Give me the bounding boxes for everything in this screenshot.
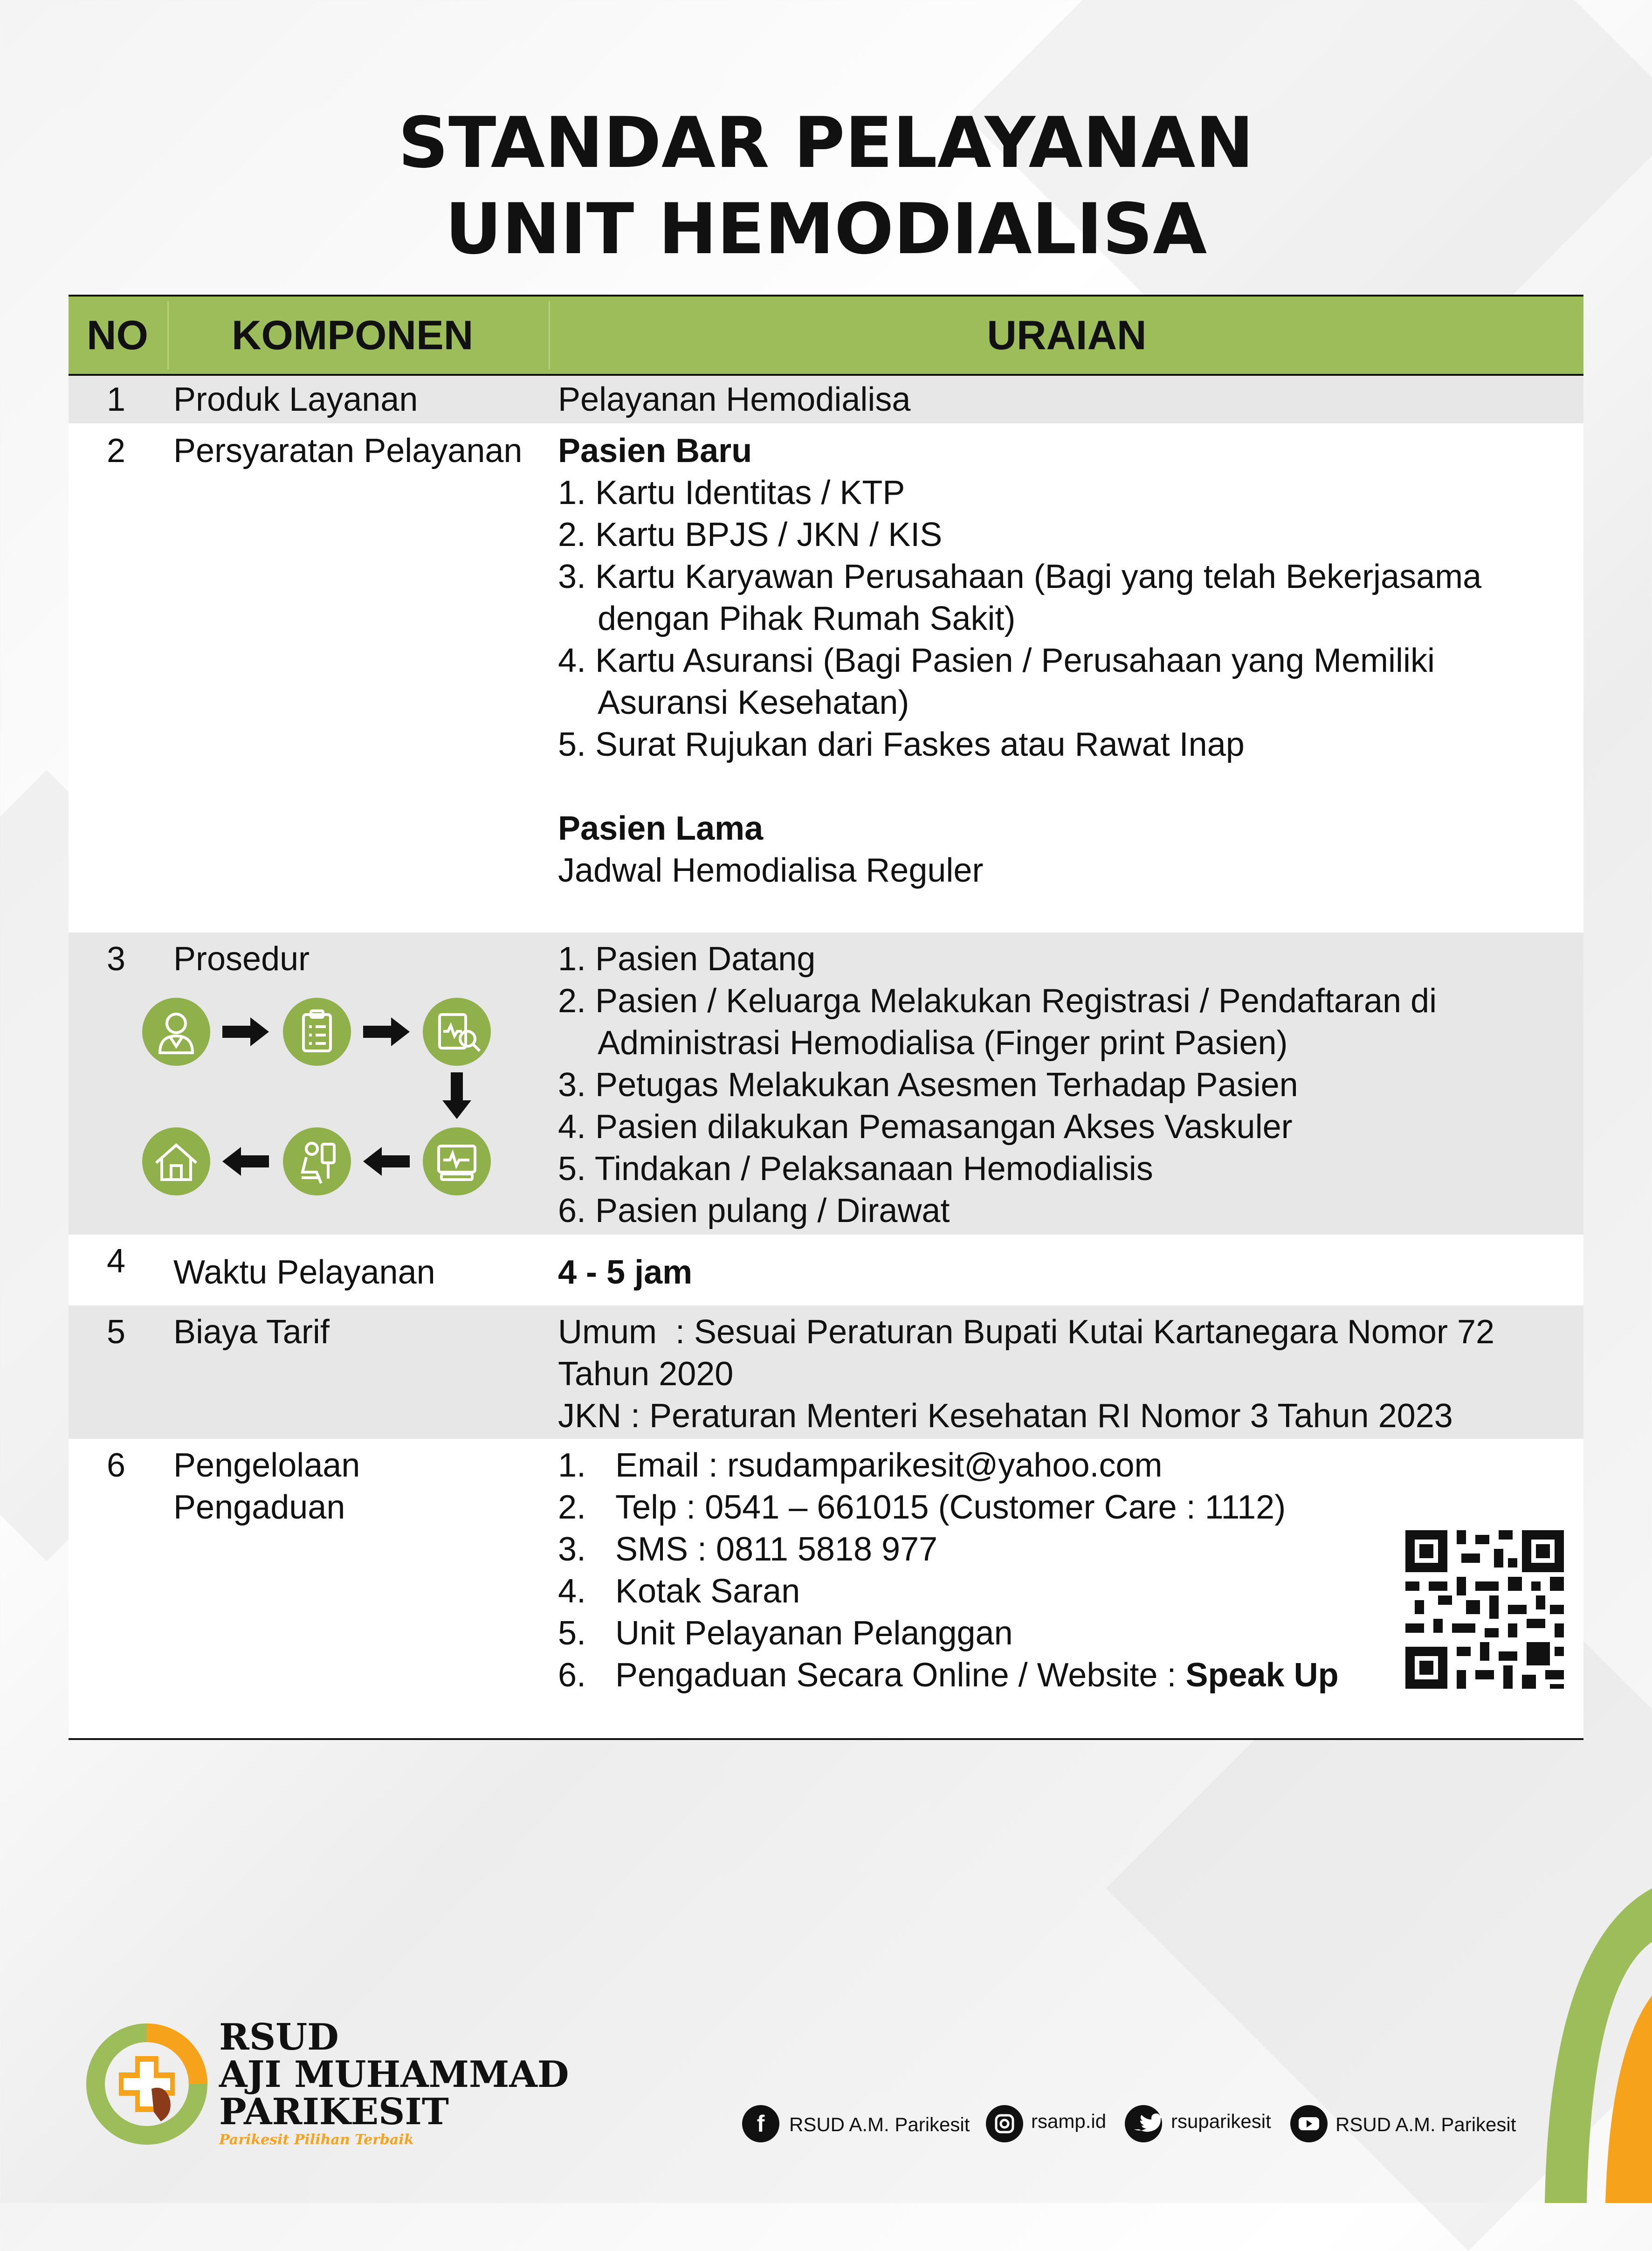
spacer [558,766,1481,808]
youtube-icon[interactable] [1290,2105,1328,2142]
qr-code[interactable] [1405,1530,1564,1689]
arrow-right-icon [222,1017,269,1046]
tarif-line: Tahun 2020 [558,1355,734,1393]
table-row: 2 Persyaratan Pelayanan Pasien Baru 1. Kartu Identitas / KTP 2. Kartu BPJS / JKN / KIS 3. Kartu Karyawan Perusahaan (Bagi yang telah Bekerjasama dengan Pihak Rumah Sakit) 4. Kartu Asuransi (Bagi Pasien / Perusahaan yang Memiliki Asuransi Kesehatan) 5. Surat Rujukan dari Faskes atau Rawat Inap Pasien Lama Jadwal Hemodialisa Reguler [69,423,1583,932]
clipboard-icon [283,998,351,1066]
list-item: 6. Pasien pulang / Dirawat [558,1192,950,1229]
kotak-saran-text: Kotak Saran [615,1573,800,1610]
arrow-left-icon [363,1147,410,1176]
tarif-line: Umum : Sesuai Peraturan Bupati Kutai Kartanegara Nomor 72 [558,1313,1495,1351]
uraian-cell [558,1311,1494,1437]
pasien-baru-heading: Pasien Baru [558,432,752,470]
hospital-logo [82,2016,569,2152]
arrow-right-icon [363,1017,410,1046]
patient-icon [142,998,210,1066]
treatment-icon [283,1127,351,1195]
item-number: 5. [558,1615,586,1652]
list-item-continuation: Asuransi Kesehatan) [598,684,909,721]
assessment-icon [423,998,491,1066]
table-row: 3 Prosedur 1. Pasien Datang 2. Pasien / Keluarga Melakukan Registrasi / Pendaftaran di Administrasi Hemodialisa (Finger print Pasien) 3. Petugas Melakukan Asesmen Terhadap Pasien 4. Pasien dilakukan Pemasangan Akses Vaskuler 5. Tindakan / Pelaksanaan Hemodialisis 6. Pasien pulang / Dirawat [69,932,1583,1235]
header-uraian: URAIAN [987,312,1147,358]
pasien-lama-text: Jadwal Hemodialisa Reguler [558,852,984,889]
speak-up-link[interactable]: Speak Up [1185,1657,1339,1694]
komponen-cell [173,1444,360,1528]
uraian-cell [558,430,1481,891]
sms-text: SMS : 0811 5818 977 [615,1531,938,1568]
uraian-cell: 4 - 5 jam [558,1254,693,1291]
item-number: 2. [558,1489,586,1526]
home-icon [142,1127,210,1195]
table-row: 5 Biaya Tarif Umum : Sesuai Peraturan Bupati Kutai Kartanegara Nomor 72 Tahun 2020 JKN : Peraturan Menteri Kesehatan RI Nomor 3 Tahun 2023 [69,1305,1583,1439]
facebook-handle[interactable]: RSUD A.M. Parikesit [789,2113,970,2135]
online-complaint-text: Pengaduan Secara Online / Website : [615,1657,1186,1694]
title-line-1: STANDAR PELAYANAN [398,103,1254,184]
list-item: 5. Surat Rujukan dari Faskes atau Rawat Inap [558,726,1245,763]
uraian-cell: Pelayanan Hemodialisa [558,381,911,418]
logo-text [219,2016,569,2149]
logo-tagline: Parikesit Pilihan Terbaik [219,2132,414,2148]
item-number: 6. [558,1657,586,1694]
table-row: 1 Produk Layanan Pelayanan Hemodialisa [69,376,1583,423]
contact-item [558,1444,1339,1486]
title-line-2: UNIT HEMODIALISA [445,189,1207,270]
table-header [69,297,1583,374]
contact-item [558,1612,1339,1654]
list-item: 4. Pasien dilakukan Pemasangan Akses Vaskuler [558,1108,1293,1146]
header-komponen: KOMPONEN [232,312,474,358]
list-item: 1. Pasien Datang [558,940,816,978]
header-no: NO [87,312,148,358]
table-row: 6 Pengelolaan Pengaduan 1. Email : rsudamparikesit@yahoo.com 2. Telp : 0541 – 661015 (Customer Care : 1112) 3. SMS : 0811 5818 977 4. Kotak Saran 5. Unit Pelayanan Pelanggan 6. Pengaduan Secara Online / Website : Speak Up [69,1439,1583,1738]
page-title [0,100,1652,273]
arrow-left-icon [222,1147,269,1176]
list-item-continuation: Administrasi Hemodialisa (Finger print Pasien) [598,1024,1288,1062]
uraian-cell [558,1444,1339,1696]
corner-decoration [1529,1888,1652,2203]
list-item: 3. Petugas Melakukan Asesmen Terhadap Pasien [558,1066,1298,1104]
twitter-handle[interactable]: rsuparikesit [1171,2110,1271,2132]
list-item: 4. Kartu Asuransi (Bagi Pasien / Perusahaan yang Memiliki [558,642,1435,679]
list-item: 3. Kartu Karyawan Perusahaan (Bagi yang telah Bekerjasama [558,558,1482,595]
tarif-line: JKN : Peraturan Menteri Kesehatan RI Nomor 3 Tahun 2023 [558,1397,1453,1435]
facebook-icon[interactable]: f [742,2105,779,2142]
item-number: 3. [558,1531,586,1568]
logo-emblem [82,2019,212,2149]
komponen-cell: Waktu Pelayanan [173,1254,435,1291]
contact-item [558,1570,1339,1612]
logo-line-3: PARIKESIT [219,2091,449,2133]
logo-line-1: RSUD [219,2016,339,2058]
list-item: 2. Pasien / Keluarga Melakukan Registrasi / Pendaftaran di [558,982,1437,1020]
instagram-handle[interactable]: rsamp.id [1031,2110,1107,2132]
pasien-lama-heading: Pasien Lama [558,810,764,847]
instagram-icon[interactable] [986,2105,1023,2142]
komponen-cell: Prosedur [173,940,310,978]
phone-text[interactable]: Telp : 0541 – 661015 (Customer Care : 1112) [615,1489,1286,1526]
list-item-continuation: dengan Pihak Rumah Sakit) [598,600,1016,637]
email-text[interactable]: Email : rsudamparikesit@yahoo.com [615,1447,1163,1484]
youtube-handle[interactable]: RSUD A.M. Parikesit [1335,2113,1516,2135]
list-item: 5. Tindakan / Pelaksanaan Hemodialisis [558,1150,1153,1188]
komponen-cell: Produk Layanan [173,381,418,418]
table-bottom-border [69,1738,1583,1740]
contact-item [558,1654,1339,1696]
table-row: 4 Waktu Pelayanan 4 - 5 jam [69,1235,1583,1305]
logo-line-2: AJI MUHAMMAD [219,2053,569,2096]
komponen-cell: Persyaratan Pelayanan [173,432,523,470]
contact-item [558,1486,1339,1528]
list-item: 1. Kartu Identitas / KTP [558,474,905,511]
monitor-icon [423,1127,491,1195]
list-item: 2. Kartu BPJS / JKN / KIS [558,516,943,553]
arrow-down-icon [442,1072,471,1119]
komponen-line: Pengelolaan [173,1447,360,1484]
contact-item [558,1528,1339,1570]
uraian-cell [558,938,1437,1232]
twitter-icon[interactable] [1125,2105,1162,2142]
item-number: 1. [558,1447,586,1484]
komponen-cell: Biaya Tarif [173,1313,330,1351]
komponen-line: Pengaduan [173,1489,345,1526]
item-number: 4. [558,1573,586,1610]
unit-pelayanan-text: Unit Pelayanan Pelanggan [615,1615,1013,1652]
